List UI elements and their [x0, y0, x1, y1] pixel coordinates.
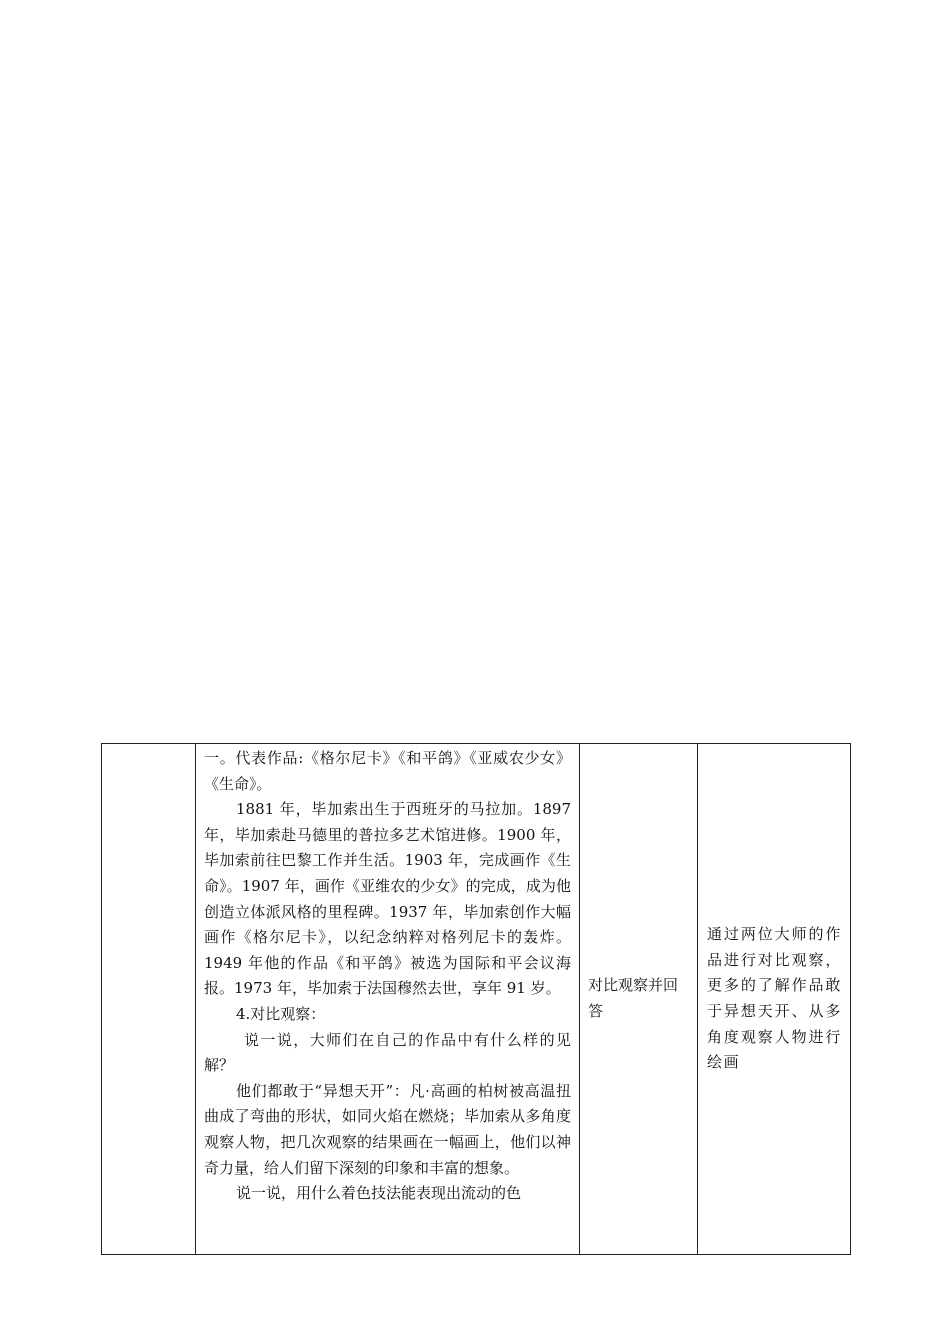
- color-question-paragraph: 说一说，用什么着色技法能表现出流动的色: [236, 1184, 522, 1203]
- table-row: [102, 744, 851, 1255]
- student-activity-cell: [580, 744, 698, 1255]
- compare-heading: 4.对比观察：: [236, 1004, 326, 1023]
- student-activity-text: 对比观察并回答: [588, 976, 679, 1020]
- empty-stage-cell: [102, 744, 196, 1255]
- works-paragraph: 一。代表作品:《格尔尼卡》《和平鸽》《亚威农少女》《生命》。: [204, 749, 571, 793]
- design-intent-text: 通过两位大师的作品进行对比观察，更多的了解作品敢于异想天开、从多角度观察人物进行绘画: [707, 925, 842, 1072]
- teaching-content-cell: [196, 744, 580, 1255]
- design-intent-cell: [698, 744, 851, 1255]
- picasso-biography-paragraph: 1881 年，毕加索出生于西班牙的马拉加。1897 年，毕加索赴马德里的普拉多艺术馆进修。1900 年，毕加索前往巴黎工作并生活。1903 年，完成画作《生命》。1907 年，画作《亚维农的少女》的完成，成为他创造立体派风格的里程碑。1937 年，毕加索创作大幅画作《格尔尼卡》，以纪念纳粹对格列尼卡的轰炸。1949 年他的作品《和平鸽》被选为国际和平会议海报。1973 年，毕加索于法国穆然去世，享年 91 岁。: [204, 800, 571, 998]
- answer-paragraph: 他们都敢于“异想天开”：凡·高画的柏树被高温扭曲成了弯曲的形状，如同火焰在燃烧；毕加索从多角度观察人物，把几次观察的结果画在一幅画上，他们以神奇力量，给人们留下深刻的印象和丰富的想象。: [204, 1081, 571, 1177]
- question-paragraph: 说一说，大师们在自己的作品中有什么样的见解？: [204, 1030, 571, 1075]
- lesson-plan-table: [101, 743, 851, 1255]
